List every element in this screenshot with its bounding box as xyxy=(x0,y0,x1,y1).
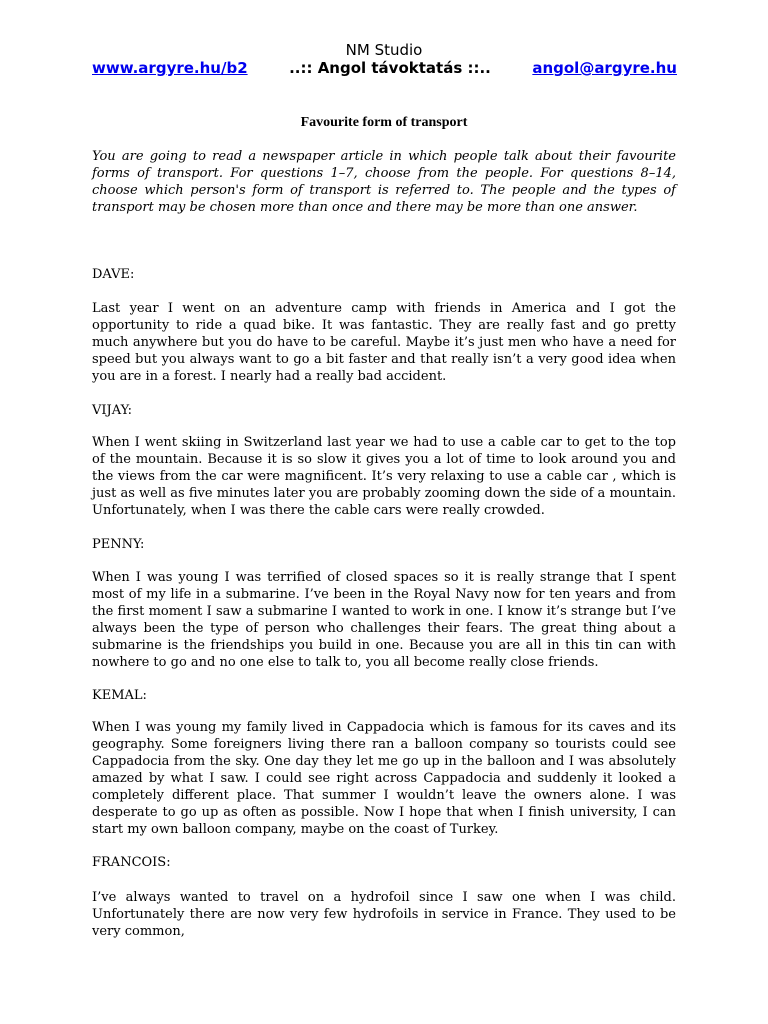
header-links-row xyxy=(92,59,677,77)
speaker-name-francois: FRANCOIS: xyxy=(92,855,171,870)
instructions-paragraph: You are going to read a newspaper article in which people talk about their favourite forms of transport. For questions 1–7, choose from the people. For questions 8–14, choose which person's form of transport is referred to. The people and the types of transport may be chosen more than once and there may be more than one answer. xyxy=(92,149,676,215)
speaker-text-dave: Last year I went on an adventure camp with friends in America and I got the opportunity to ride a quad bike. It was fantastic. They are really fast and go pretty much anywhere but you do have to be careful. Maybe it’s just men who have a need for speed but you always want to go a bit faster and that really isn’t a very good idea when you are in a forest. I nearly had a really bad accident. xyxy=(92,301,676,384)
speaker-name-kemal: KEMAL: xyxy=(92,688,147,703)
speaker-name-vijay: VIJAY: xyxy=(92,403,132,418)
speaker-text-vijay: When I went skiing in Switzerland last year we had to use a cable car to get to the top of the mountain. Because it is so slow it gives you a lot of time to look around you and the views from the car were magnificent. It’s very relaxing to use a cable car , which is just as well as five minutes later you are probably zooming down the side of a mountain. Unfortunately, when I was there the cable cars were really crowded. xyxy=(92,435,676,518)
website-link[interactable]: www.argyre.hu/b2 xyxy=(92,59,248,77)
speaker-name-dave: DAVE: xyxy=(92,267,135,282)
document-title: Favourite form of transport xyxy=(300,115,468,130)
speaker-text-kemal: When I was young my family lived in Cappadocia which is famous for its caves and its geography. Some foreigners living there ran a balloon company so tourists could see Cappadocia from the sky. One day they let me go up in the balloon and I was absolutely amazed by what I saw. I could see right across Cappadocia and suddenly it looked a completely different place. That summer I wouldn’t leave the owners alone. I was desperate to go up as often as possible. Now I hope that when I finish university, I can start my own balloon company, maybe on the coast of Turkey. xyxy=(92,720,676,837)
studio-name: NM Studio xyxy=(345,41,423,59)
speaker-text-francois: I’ve always wanted to travel on a hydrofoil since I saw one when I was child. Unfortunately there are now very few hydrofoils in service in France. They used to be very common, xyxy=(92,890,676,939)
email-link[interactable]: angol@argyre.hu xyxy=(532,59,677,77)
header-tagline: ..:: Angol távoktatás ::.. xyxy=(289,59,491,77)
speaker-name-penny: PENNY: xyxy=(92,537,145,552)
speaker-text-penny: When I was young I was terrified of closed spaces so it is really strange that I spent most of my life in a submarine. I’ve been in the Royal Navy now for ten years and from the first moment I saw a submarine I wanted to work in one. I know it’s strange but I’ve always been the type of person who challenges their fears. The great thing about a submarine is the friendships you build in one. Because you are all in this tin can with nowhere to go and no one else to talk to, you all become really close friends. xyxy=(92,570,676,670)
